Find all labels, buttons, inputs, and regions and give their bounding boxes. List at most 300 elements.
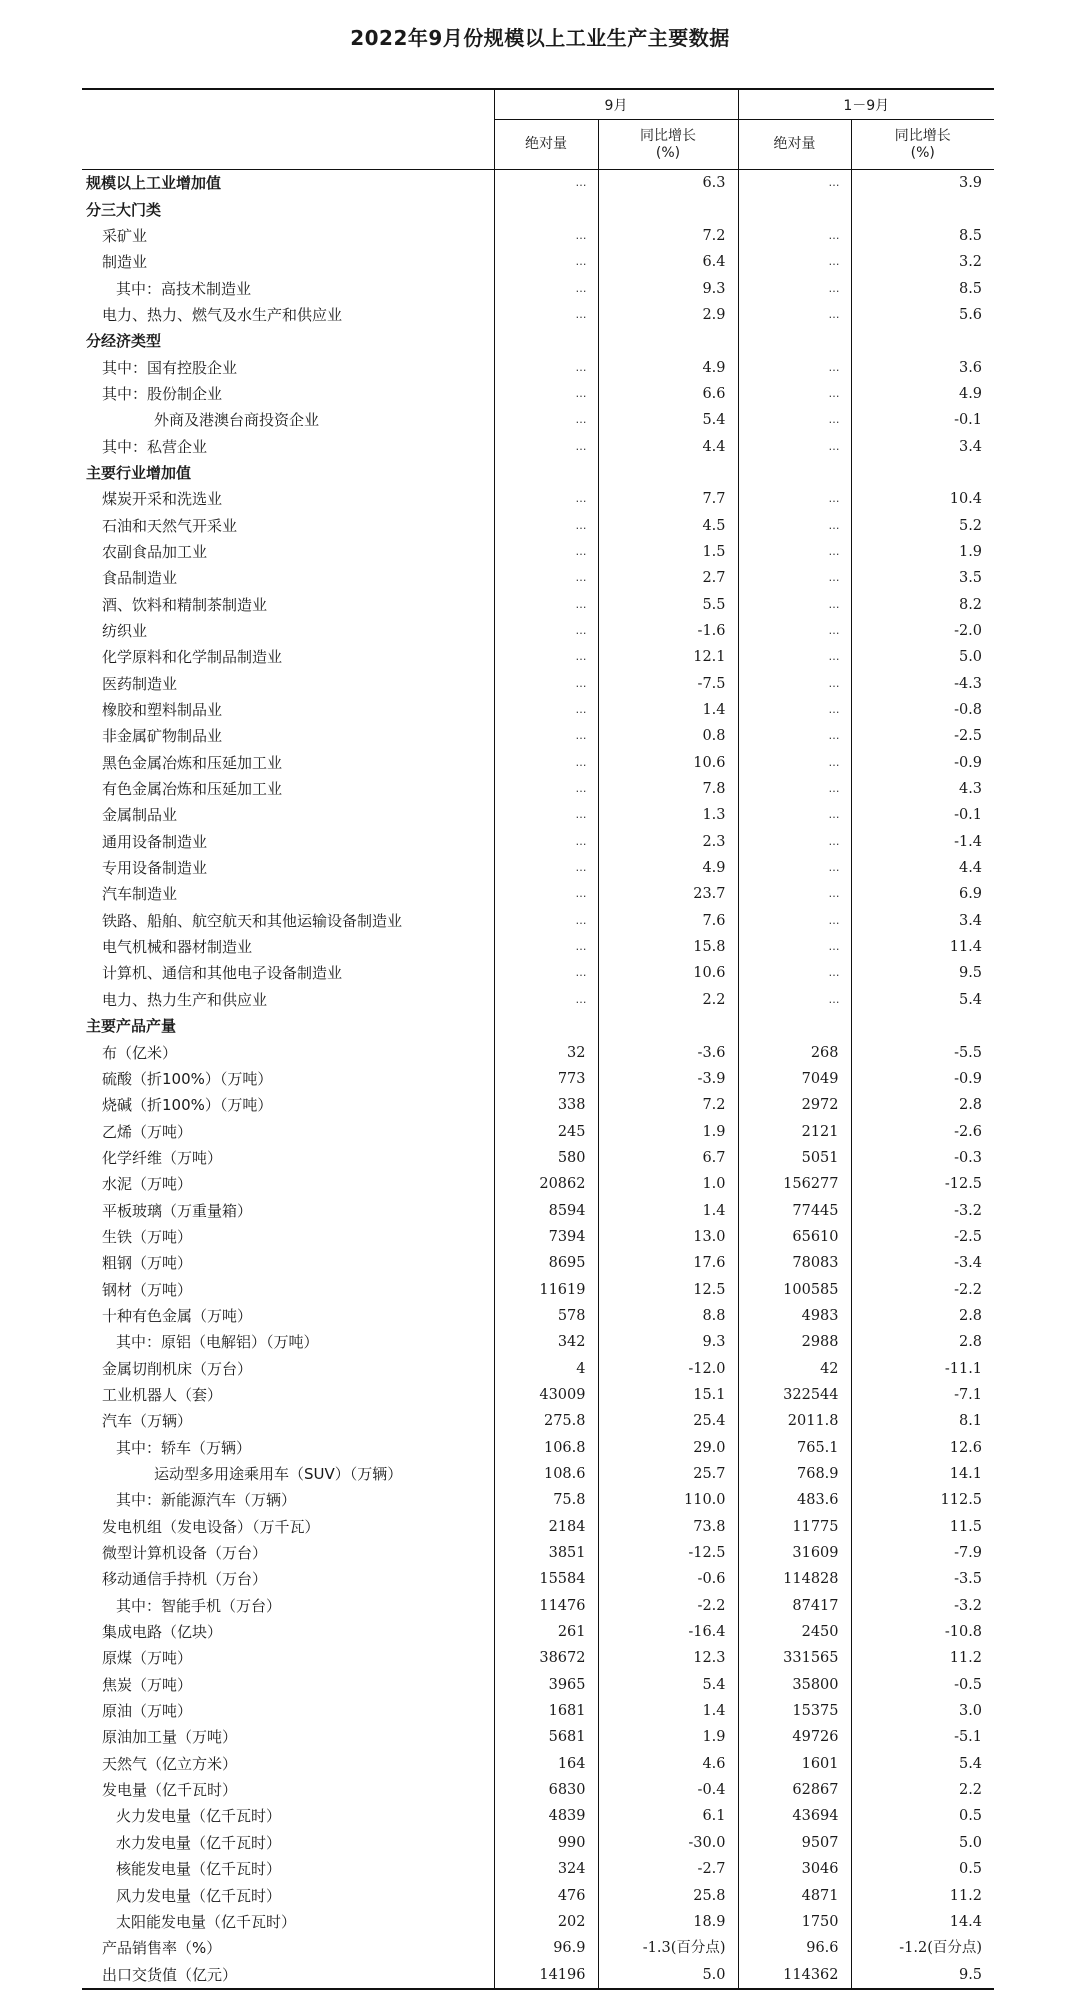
table-row [82,1803,994,1829]
cell-ytd-absolute: … [738,223,851,249]
cell-ytd-yoy: 4.4 [851,855,994,881]
row-label: 发电机组（发电设备）（万千瓦） [102,1517,320,1536]
table-row [82,776,994,802]
table-row [82,1197,994,1223]
cell-sep-absolute: 338 [494,1092,598,1118]
cell-ytd-yoy: 0.5 [851,1856,994,1882]
cell-ytd-yoy: 3.0 [851,1698,994,1724]
header-yoy-jan-sep: 同比增长 (%) [851,120,994,170]
cell-ytd-absolute: 2011.8 [738,1408,851,1434]
header-group-september: 9月 [494,89,738,120]
cell-sep-absolute: … [494,565,598,591]
cell-ytd-yoy: -0.3 [851,1145,994,1171]
cell-sep-yoy: -12.0 [598,1355,738,1381]
cell-sep-absolute: 20862 [494,1171,598,1197]
row-label: 汽车制造业 [102,885,178,904]
cell-sep-absolute: … [494,960,598,986]
table-row [82,1935,994,1961]
row-label: 规模以上工业增加值 [86,174,222,193]
cell-ytd-yoy: 14.1 [851,1461,994,1487]
cell-sep-absolute: 990 [494,1830,598,1856]
cell-ytd-absolute: … [738,302,851,328]
cell-sep-absolute: 2184 [494,1514,598,1540]
table-row [82,644,994,670]
cell-ytd-absolute: … [738,960,851,986]
cell-sep-absolute [494,196,598,222]
cell-ytd-absolute: … [738,249,851,275]
table-row [82,1830,994,1856]
cell-ytd-absolute: … [738,354,851,380]
row-label: 其中：国有控股企业 [102,358,238,377]
row-label: 主要产品产量 [86,1017,177,1036]
cell-ytd-yoy: 11.2 [851,1645,994,1671]
cell-ytd-absolute: 322544 [738,1382,851,1408]
cell-sep-yoy: 4.6 [598,1751,738,1777]
table-row [82,1276,994,1302]
table-row [82,196,994,222]
table-row [82,750,994,776]
cell-ytd-yoy: -2.0 [851,618,994,644]
cell-sep-absolute: … [494,750,598,776]
cell-sep-absolute: … [494,302,598,328]
cell-sep-yoy: 7.6 [598,908,738,934]
cell-ytd-yoy: 6.9 [851,881,994,907]
table-row [82,1645,994,1671]
header-abs-jan-sep: 绝对量 [738,120,851,170]
cell-sep-yoy: 12.3 [598,1645,738,1671]
table-row [82,1145,994,1171]
cell-ytd-yoy: 8.2 [851,592,994,618]
table-row [82,1118,994,1144]
cell-ytd-absolute: 156277 [738,1171,851,1197]
cell-ytd-yoy: 3.4 [851,433,994,459]
cell-sep-absolute: 1681 [494,1698,598,1724]
cell-sep-yoy: -3.6 [598,1039,738,1065]
row-label: 金属切削机床（万台） [102,1359,253,1378]
cell-sep-absolute: … [494,354,598,380]
cell-sep-yoy: -0.6 [598,1566,738,1592]
row-label: 其中：轿车（万辆） [116,1438,252,1457]
cell-ytd-absolute: … [738,565,851,591]
cell-ytd-yoy: -3.2 [851,1197,994,1223]
cell-sep-yoy: 110.0 [598,1487,738,1513]
cell-sep-absolute: … [494,170,598,197]
cell-ytd-absolute: 78083 [738,1250,851,1276]
row-label: 铁路、船舶、航空航天和其他运输设备制造业 [102,911,403,930]
table-row [82,987,994,1013]
cell-ytd-yoy: -5.1 [851,1724,994,1750]
row-label: 医药制造业 [102,674,178,693]
cell-sep-yoy: 2.3 [598,829,738,855]
cell-sep-absolute: 43009 [494,1382,598,1408]
cell-sep-absolute: … [494,433,598,459]
table-row [82,1856,994,1882]
cell-sep-yoy: -2.2 [598,1593,738,1619]
cell-ytd-yoy: 3.9 [851,170,994,197]
cell-sep-absolute: 5681 [494,1724,598,1750]
cell-sep-yoy: -0.4 [598,1777,738,1803]
cell-sep-absolute: 245 [494,1118,598,1144]
cell-sep-yoy: 4.9 [598,354,738,380]
row-label: 产品销售率（%） [102,1939,222,1958]
cell-ytd-yoy: -0.1 [851,802,994,828]
cell-sep-yoy: 73.8 [598,1514,738,1540]
cell-ytd-absolute: 1601 [738,1751,851,1777]
cell-ytd-yoy: 5.0 [851,644,994,670]
cell-ytd-yoy: 11.4 [851,934,994,960]
cell-sep-yoy: -7.5 [598,671,738,697]
cell-ytd-absolute: 268 [738,1039,851,1065]
cell-sep-absolute: … [494,829,598,855]
cell-sep-yoy: 1.4 [598,697,738,723]
cell-ytd-yoy: 8.5 [851,275,994,301]
row-label: 专用设备制造业 [102,859,208,878]
table-body [82,170,994,1989]
table-row [82,592,994,618]
cell-ytd-yoy: 4.9 [851,381,994,407]
table-row [82,723,994,749]
cell-sep-yoy: -12.5 [598,1540,738,1566]
table-row [82,1777,994,1803]
row-label: 通用设备制造业 [102,832,208,851]
cell-ytd-yoy: -4.3 [851,671,994,697]
row-label: 纺织业 [102,622,148,641]
cell-sep-yoy: 1.4 [598,1197,738,1223]
row-label: 硫酸（折100%）（万吨） [102,1069,273,1088]
row-label: 原煤（万吨） [102,1649,193,1668]
cell-sep-absolute: … [494,776,598,802]
cell-ytd-absolute: … [738,275,851,301]
cell-ytd-yoy: -2.2 [851,1276,994,1302]
table-row [82,433,994,459]
cell-ytd-yoy: 5.4 [851,987,994,1013]
cell-ytd-yoy: 2.2 [851,1777,994,1803]
cell-ytd-yoy [851,460,994,486]
cell-ytd-yoy: -2.6 [851,1118,994,1144]
cell-ytd-yoy: 14.4 [851,1909,994,1935]
table-row [82,1724,994,1750]
cell-ytd-absolute: 87417 [738,1593,851,1619]
table-row [82,275,994,301]
table-row [82,1408,994,1434]
cell-sep-absolute: … [494,249,598,275]
cell-sep-absolute: … [494,908,598,934]
table-row [82,407,994,433]
row-label: 分三大门类 [86,200,162,219]
cell-sep-absolute: 11619 [494,1276,598,1302]
row-label: 电力、热力生产和供应业 [102,990,268,1009]
cell-sep-yoy: 5.0 [598,1961,738,1988]
cell-sep-absolute: … [494,618,598,644]
cell-ytd-absolute: 100585 [738,1276,851,1302]
table-row [82,460,994,486]
row-label: 焦炭（万吨） [102,1675,193,1694]
cell-sep-yoy: 1.9 [598,1118,738,1144]
cell-ytd-yoy: 5.4 [851,1751,994,1777]
cell-ytd-yoy: 0.5 [851,1803,994,1829]
cell-ytd-absolute: 77445 [738,1197,851,1223]
cell-ytd-absolute: … [738,433,851,459]
cell-ytd-yoy: 2.8 [851,1303,994,1329]
table-row [82,1619,994,1645]
cell-ytd-absolute: 11775 [738,1514,851,1540]
cell-sep-absolute: 11476 [494,1593,598,1619]
cell-ytd-absolute: 114362 [738,1961,851,1988]
cell-ytd-absolute: … [738,802,851,828]
cell-ytd-yoy: 112.5 [851,1487,994,1513]
cell-sep-absolute: … [494,697,598,723]
row-label: 其中：高技术制造业 [116,279,252,298]
row-label: 汽车（万辆） [102,1412,193,1431]
cell-ytd-yoy: -2.5 [851,723,994,749]
row-label: 化学原料和化学制品制造业 [102,648,283,667]
row-label: 黑色金属冶炼和压延加工业 [102,753,283,772]
cell-sep-absolute: 773 [494,1066,598,1092]
cell-ytd-absolute [738,328,851,354]
cell-sep-absolute: 108.6 [494,1461,598,1487]
cell-sep-yoy: 10.6 [598,960,738,986]
cell-sep-yoy: 7.2 [598,223,738,249]
cell-ytd-yoy: -11.1 [851,1355,994,1381]
cell-sep-absolute: … [494,934,598,960]
table-row [82,1961,994,1988]
cell-ytd-yoy: 5.0 [851,1830,994,1856]
cell-ytd-absolute: 49726 [738,1724,851,1750]
cell-ytd-yoy: 11.5 [851,1514,994,1540]
cell-sep-yoy: 15.8 [598,934,738,960]
cell-ytd-yoy: -10.8 [851,1619,994,1645]
cell-ytd-absolute: 2988 [738,1329,851,1355]
cell-sep-yoy [598,196,738,222]
row-label: 烧碱（折100%）（万吨） [102,1096,273,1115]
cell-sep-absolute: 4839 [494,1803,598,1829]
table-row [82,249,994,275]
cell-sep-yoy: 7.2 [598,1092,738,1118]
table-row [82,1882,994,1908]
cell-ytd-absolute: 35800 [738,1672,851,1698]
row-label: 其中：股份制企业 [102,384,223,403]
row-label: 采矿业 [102,226,148,245]
table-row [82,802,994,828]
table-row [82,697,994,723]
cell-ytd-absolute: … [738,855,851,881]
cell-ytd-yoy: 5.2 [851,512,994,538]
cell-sep-yoy: -3.9 [598,1066,738,1092]
cell-sep-absolute: 580 [494,1145,598,1171]
cell-sep-yoy: 15.1 [598,1382,738,1408]
table-row [82,1224,994,1250]
table-row [82,1751,994,1777]
cell-sep-absolute: 7394 [494,1224,598,1250]
cell-ytd-yoy [851,1013,994,1039]
cell-ytd-yoy: 3.4 [851,908,994,934]
row-label: 其中：新能源汽车（万辆） [116,1491,297,1510]
cell-ytd-absolute [738,1013,851,1039]
table-row [82,934,994,960]
cell-sep-yoy: 7.8 [598,776,738,802]
cell-ytd-yoy: 3.5 [851,565,994,591]
cell-ytd-absolute: 31609 [738,1540,851,1566]
table-row [82,1382,994,1408]
cell-ytd-absolute: 765.1 [738,1435,851,1461]
cell-ytd-yoy [851,196,994,222]
cell-ytd-absolute: … [738,671,851,697]
cell-sep-yoy: 25.7 [598,1461,738,1487]
row-label: 工业机器人（套） [102,1385,223,1404]
row-label: 食品制造业 [102,569,178,588]
table-row [82,1487,994,1513]
cell-sep-yoy: -1.6 [598,618,738,644]
row-label: 农副食品加工业 [102,542,208,561]
cell-ytd-yoy: -3.2 [851,1593,994,1619]
cell-ytd-yoy: 2.8 [851,1329,994,1355]
cell-ytd-absolute: 114828 [738,1566,851,1592]
cell-ytd-yoy: -5.5 [851,1039,994,1065]
cell-ytd-absolute: 5051 [738,1145,851,1171]
header-abs-september: 绝对量 [494,120,598,170]
cell-sep-yoy: 2.9 [598,302,738,328]
table-row [82,618,994,644]
cell-ytd-absolute: 3046 [738,1856,851,1882]
cell-ytd-absolute: … [738,644,851,670]
row-label: 火力发电量（亿千瓦时） [116,1807,282,1826]
cell-sep-absolute: … [494,223,598,249]
table-row [82,829,994,855]
cell-sep-yoy: 25.8 [598,1882,738,1908]
table-row [82,354,994,380]
table-row [82,1566,994,1592]
cell-ytd-yoy: -1.2(百分点) [851,1935,994,1961]
cell-sep-absolute: … [494,592,598,618]
cell-sep-yoy: 8.8 [598,1303,738,1329]
cell-ytd-absolute: 62867 [738,1777,851,1803]
cell-ytd-absolute: … [738,512,851,538]
cell-sep-absolute [494,460,598,486]
cell-ytd-absolute: … [738,934,851,960]
cell-sep-yoy [598,1013,738,1039]
cell-sep-yoy: -16.4 [598,1619,738,1645]
table-row [82,1066,994,1092]
cell-sep-yoy: 5.4 [598,1672,738,1698]
cell-sep-absolute: 15584 [494,1566,598,1592]
row-label: 非金属矿物制品业 [102,727,223,746]
cell-ytd-absolute: … [738,618,851,644]
row-label: 其中：智能手机（万台） [116,1596,282,1615]
cell-sep-absolute: … [494,275,598,301]
cell-ytd-absolute: … [738,723,851,749]
cell-sep-absolute: … [494,987,598,1013]
row-label: 金属制品业 [102,806,178,825]
row-label: 十种有色金属（万吨） [102,1306,253,1325]
cell-sep-yoy: 5.4 [598,407,738,433]
table-row [82,855,994,881]
table-row [82,565,994,591]
cell-sep-yoy: 1.4 [598,1698,738,1724]
row-label: 布（亿米） [102,1043,178,1062]
row-label: 酒、饮料和精制茶制造业 [102,595,268,614]
cell-ytd-yoy: 3.6 [851,354,994,380]
cell-ytd-absolute: 7049 [738,1066,851,1092]
cell-sep-yoy: 4.9 [598,855,738,881]
cell-sep-yoy: 18.9 [598,1909,738,1935]
cell-sep-absolute: 14196 [494,1961,598,1988]
cell-sep-yoy: 13.0 [598,1224,738,1250]
cell-ytd-yoy: -3.4 [851,1250,994,1276]
cell-ytd-yoy: -0.9 [851,750,994,776]
cell-ytd-yoy: 2.8 [851,1092,994,1118]
row-label: 制造业 [102,253,148,272]
cell-sep-absolute [494,1013,598,1039]
table-row [82,539,994,565]
row-label: 平板玻璃（万重量箱） [102,1201,253,1220]
table-row [82,908,994,934]
cell-ytd-absolute: 483.6 [738,1487,851,1513]
cell-ytd-absolute: 2121 [738,1118,851,1144]
table-row [82,381,994,407]
cell-ytd-yoy: -0.9 [851,1066,994,1092]
cell-ytd-yoy: 5.6 [851,302,994,328]
cell-sep-yoy: 29.0 [598,1435,738,1461]
table-row [82,1909,994,1935]
row-label: 天然气（亿立方米） [102,1754,238,1773]
cell-sep-absolute: 476 [494,1882,598,1908]
cell-ytd-yoy: -12.5 [851,1171,994,1197]
cell-sep-absolute: 578 [494,1303,598,1329]
row-label: 其中：原铝（电解铝）（万吨） [116,1333,319,1352]
row-label: 水力发电量（亿千瓦时） [116,1833,282,1852]
cell-ytd-absolute: … [738,486,851,512]
cell-ytd-absolute: … [738,829,851,855]
cell-sep-absolute: … [494,407,598,433]
cell-sep-yoy: 1.0 [598,1171,738,1197]
row-label: 原油加工量（万吨） [102,1728,238,1747]
cell-sep-absolute: 96.9 [494,1935,598,1961]
cell-ytd-yoy: -7.1 [851,1382,994,1408]
row-label: 电气机械和器材制造业 [102,938,253,957]
cell-sep-yoy: 5.5 [598,592,738,618]
cell-ytd-absolute: … [738,381,851,407]
cell-ytd-absolute: 15375 [738,1698,851,1724]
cell-sep-yoy: 12.1 [598,644,738,670]
row-label: 电力、热力、燃气及水生产和供应业 [102,305,343,324]
table-row [82,1672,994,1698]
row-label: 核能发电量（亿千瓦时） [116,1860,282,1879]
row-label: 移动通信手持机（万台） [102,1570,268,1589]
cell-ytd-yoy [851,328,994,354]
table-row [82,960,994,986]
cell-sep-yoy: 2.7 [598,565,738,591]
cell-sep-absolute: 324 [494,1856,598,1882]
table-row [82,1355,994,1381]
cell-ytd-yoy: 1.9 [851,539,994,565]
table-row [82,1013,994,1039]
row-label: 水泥（万吨） [102,1175,193,1194]
cell-sep-absolute: 32 [494,1039,598,1065]
cell-ytd-absolute: … [738,776,851,802]
cell-sep-yoy: 9.3 [598,275,738,301]
table-row [82,512,994,538]
cell-sep-yoy: 4.4 [598,433,738,459]
cell-ytd-absolute: … [738,881,851,907]
data-table [82,88,994,1990]
row-label: 运动型多用途乘用车（SUV）（万辆） [154,1465,403,1484]
cell-sep-yoy: 6.6 [598,381,738,407]
cell-sep-absolute: 106.8 [494,1435,598,1461]
cell-sep-yoy: -1.3(百分点) [598,1935,738,1961]
header-group-jan-sep: 1－9月 [738,89,994,120]
row-label: 乙烯（万吨） [102,1122,193,1141]
cell-sep-absolute: … [494,855,598,881]
